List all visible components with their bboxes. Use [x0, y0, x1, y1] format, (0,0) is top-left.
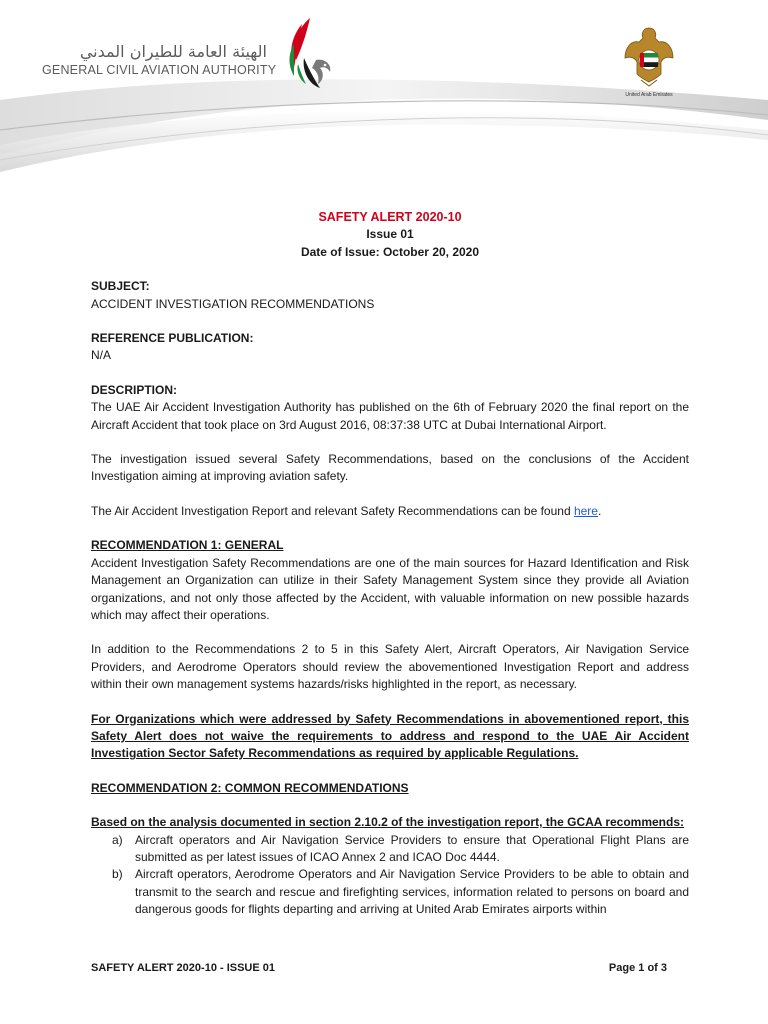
- gcaa-falcon-emblem-icon: [280, 14, 342, 96]
- recommendation-1-paragraph-2: In addition to the Recommendations 2 to 5 in this Safety Alert, Aircraft Operators, Air Navigation Service Providers, and Aerodrome Operators should review the abovementioned Investigation Report and address within their own management systems hazards/risks highlighted in the report, as necessary.: [91, 642, 689, 692]
- description-paragraph-3: [91, 503, 689, 520]
- issue-number: Issue 01: [366, 227, 414, 242]
- recommendation-1-paragraph-1: Accident Investigation Safety Recommendations are one of the main sources for Hazard Identification and Risk Management an Organization can utilize in their Safety Management System since they provide all Aviation organizations, and not only those affected by the Accident, with valuable information on new possible hazards which may affect their operations.: [91, 555, 689, 622]
- list-item-text: Aircraft operators and Air Navigation Service Providers to ensure that Operational Flight Plans are submitted as per latest issues of ICAO Annex 2 and ICAO Doc 4444.: [135, 832, 689, 864]
- uae-emblem: [618, 22, 680, 106]
- uae-caption: United Arab Emirates: [625, 92, 673, 98]
- issue-date: Date of Issue: October 20, 2020: [300, 244, 480, 259]
- report-link-suffix: .: [597, 503, 602, 518]
- recommendation-2-heading: RECOMMENDATION 2: COMMON RECOMMENDATIONS: [91, 780, 409, 795]
- recommendation-2-intro: Based on the analysis documented in section 2.10.2 of the investigation report, the GCAA recommends:: [91, 815, 685, 830]
- description-label: DESCRIPTION:: [91, 382, 178, 397]
- list-marker: b): [112, 867, 123, 882]
- list-item: [91, 832, 689, 867]
- recommendation-1-emphasis: For Organizations which were addressed by Safety Recommendations in abovementioned report, this Safety Alert does not waive the requirements to address and respond to the UAE Air Accident Investigation Sector Safety Recommendations as required by applicable Regulations.: [91, 711, 689, 761]
- title-block: [91, 209, 689, 261]
- list-marker: a): [112, 832, 123, 847]
- subject-value: ACCIDENT INVESTIGATION RECOMMENDATIONS: [91, 296, 375, 311]
- page-footer: [91, 962, 667, 974]
- authority-arabic-name: الهيئة العامة للطيران المدني: [79, 42, 267, 61]
- report-link-prefix: The Air Accident Investigation Report and relevant Safety Recommendations can be found: [91, 503, 574, 518]
- document-body: [91, 207, 689, 919]
- reference-label: REFERENCE PUBLICATION:: [91, 331, 254, 346]
- list-item: [91, 866, 689, 918]
- description-paragraph-1: The UAE Air Accident Investigation Authority has published on the 6th of February 2020 the final report on the Aircraft Accident that took place on 3rd August 2016, 08:37:38 UTC at Dubai International Airport.: [91, 400, 689, 432]
- report-link[interactable]: here: [573, 503, 598, 518]
- authority-english-name: GENERAL CIVIL AVIATION AUTHORITY: [42, 63, 277, 77]
- gcaa-logo: [30, 14, 350, 96]
- reference-value: N/A: [91, 348, 112, 363]
- safety-alert-title: SAFETY ALERT 2020-10: [318, 210, 462, 224]
- footer-page-number: Page 1 of 3: [608, 962, 667, 974]
- subject-label: SUBJECT:: [91, 279, 150, 294]
- footer-alert-id: SAFETY ALERT 2020-10 - ISSUE 01: [91, 962, 276, 974]
- description-paragraph-2: The investigation issued several Safety Recommendations, based on the conclusions of the Accident Investigation aiming at improving aviation safety.: [91, 452, 689, 484]
- recommendation-1-heading: RECOMMENDATION 1: GENERAL: [91, 538, 284, 553]
- uae-eagle-emblem-icon: [621, 22, 677, 90]
- list-item-text: Aircraft operators, Aerodrome Operators and Air Navigation Service Providers to be able to obtain and transmit to the search and rescue and firefighting services, information related to persons on board and dangerous goods for flights departing and arriving at United Arab Emirates airports within: [135, 867, 689, 917]
